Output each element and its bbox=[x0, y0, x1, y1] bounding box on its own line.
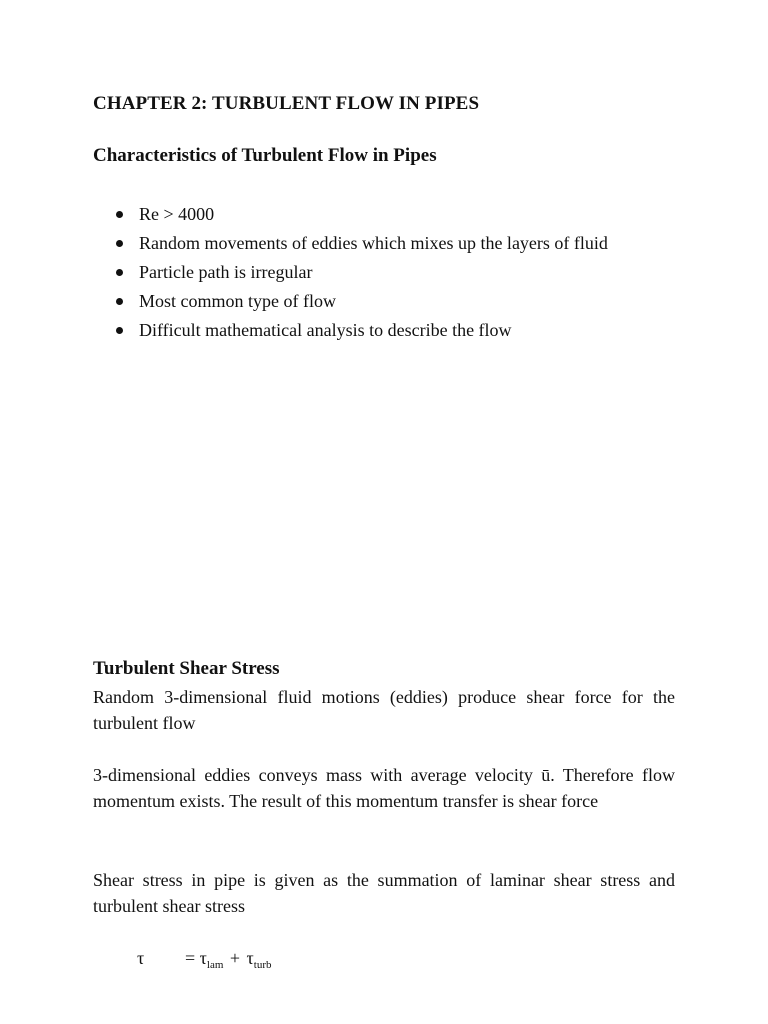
bullet-icon bbox=[116, 298, 123, 305]
characteristics-list bbox=[93, 201, 675, 346]
list-item bbox=[93, 230, 675, 256]
bullet-icon bbox=[116, 211, 123, 218]
list-item-text: Particle path is irregular bbox=[139, 262, 313, 282]
list-item-text: Re > 4000 bbox=[139, 204, 215, 224]
bullet-icon bbox=[116, 269, 123, 276]
shear-stress-equation bbox=[137, 945, 272, 978]
equation-term-turbulent bbox=[246, 948, 272, 971]
equation-equals: = bbox=[185, 948, 196, 968]
equation-term-turbulent-subscript: turb bbox=[253, 959, 272, 971]
equation-term-laminar-subscript: lam bbox=[206, 959, 224, 971]
paragraph-momentum: 3-dimensional eddies conveys mass with average velocity ū. Therefore flow momentum exists. The result of this momentum transfer is shear force bbox=[93, 765, 675, 811]
list-item bbox=[93, 317, 675, 343]
list-item-text: Random movements of eddies which mixes up the layers of fluid bbox=[139, 233, 608, 253]
section-heading-characteristics: Characteristics of Turbulent Flow in Pipes bbox=[93, 145, 437, 166]
paragraph-summation: Shear stress in pipe is given as the summation of laminar shear stress and turbulent shear stress bbox=[93, 870, 675, 916]
bullet-icon bbox=[116, 240, 123, 247]
equation-term-laminar bbox=[199, 948, 224, 971]
list-item-text: Most common type of flow bbox=[139, 291, 336, 311]
list-item bbox=[93, 201, 675, 227]
paragraph-eddies: Random 3-dimensional fluid motions (eddies) produce shear force for the turbulent flow bbox=[93, 687, 675, 733]
list-item-text: Difficult mathematical analysis to describe the flow bbox=[139, 320, 512, 340]
equation-lhs: τ bbox=[137, 948, 145, 968]
section-heading-shear-stress: Turbulent Shear Stress bbox=[93, 658, 280, 679]
equation-term-laminar-symbol: τ bbox=[199, 948, 207, 968]
chapter-title: CHAPTER 2: TURBULENT FLOW IN PIPES bbox=[93, 93, 480, 114]
bullet-icon bbox=[116, 327, 123, 334]
equation-term-turbulent-symbol: τ bbox=[246, 948, 254, 968]
equation-plus: + bbox=[229, 948, 241, 968]
list-item bbox=[93, 288, 675, 314]
list-item bbox=[93, 259, 675, 285]
